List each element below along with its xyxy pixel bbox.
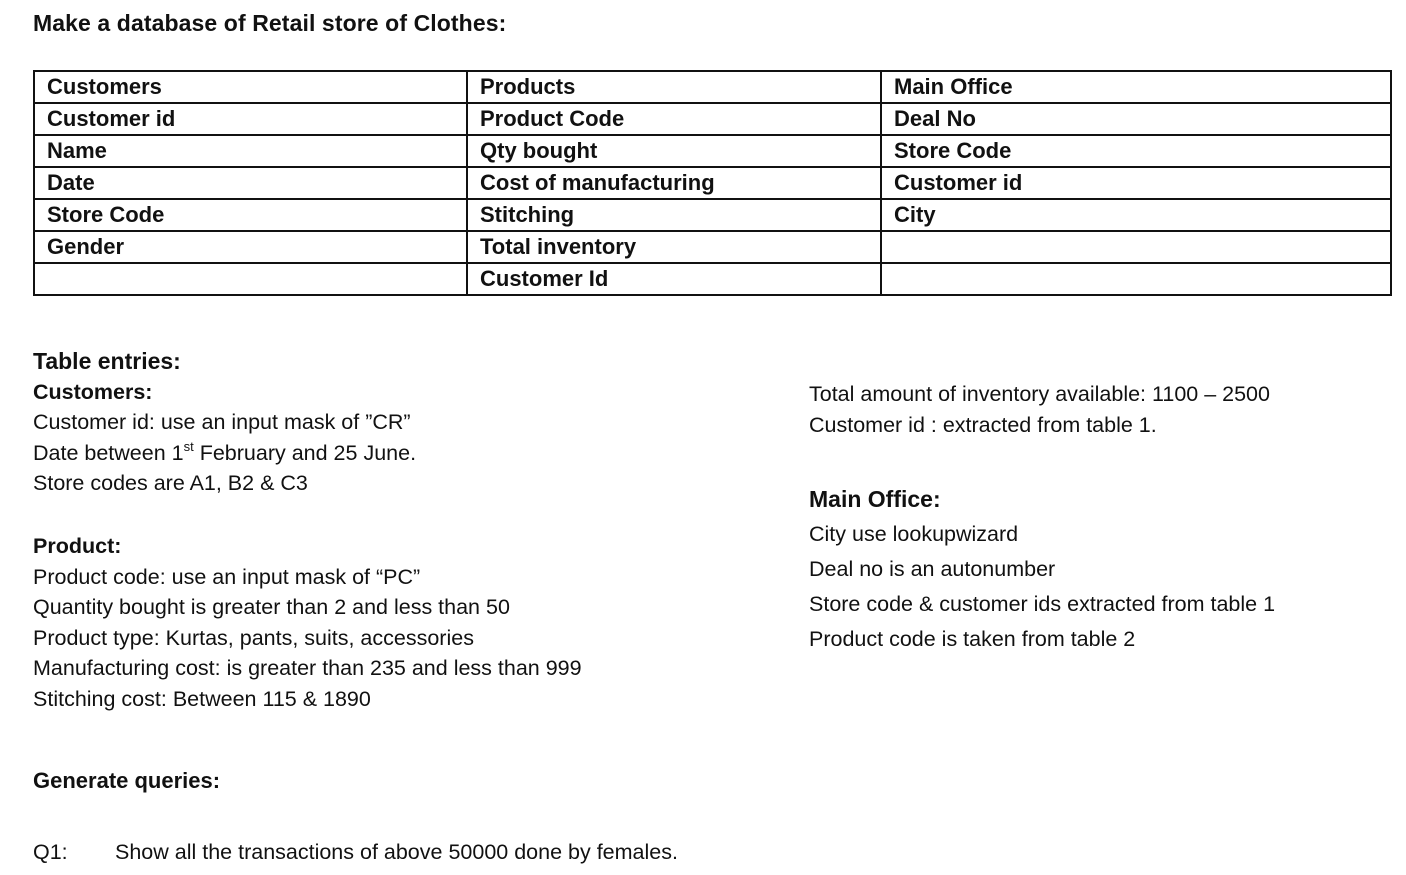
main-office-rule: Store code & customer ids extracted from table 1 — [809, 592, 1276, 616]
product-rule: Quantity bought is greater than 2 and less than 50 — [33, 595, 510, 619]
customers-rule-1: Customer id: use an input mask of ”CR” — [33, 410, 411, 434]
main-office-cell: City — [881, 199, 1391, 231]
table-row — [34, 103, 1391, 135]
customers-rule-2: Date between 1st February and 25 June. — [33, 438, 417, 465]
products-cell: Product Code — [467, 103, 881, 135]
table-entries-heading: Table entries: — [33, 348, 181, 374]
product-section — [33, 531, 582, 714]
table-row — [34, 135, 1391, 167]
schema-table — [33, 70, 1392, 296]
products-cell: Products — [467, 71, 881, 103]
main-office-cell: Main Office — [881, 71, 1391, 103]
customers-cell: Customer id — [34, 103, 467, 135]
table-row — [34, 71, 1391, 103]
table-entries-section — [33, 346, 416, 499]
main-office-heading: Main Office: — [809, 486, 941, 512]
query-item — [33, 837, 678, 868]
products-cell: Qty bought — [467, 135, 881, 167]
main-office-cell: Store Code — [881, 135, 1391, 167]
page-title: Make a database of Retail store of Clothes: — [33, 10, 507, 36]
main-office-cell: Customer id — [881, 167, 1391, 199]
customers-cell: Name — [34, 135, 467, 167]
customers-cell: Store Code — [34, 199, 467, 231]
inventory-rule: Total amount of inventory available: 1100 – 2500 — [809, 382, 1270, 406]
customers-cell: Gender — [34, 231, 467, 263]
main-office-rule: Deal no is an autonumber — [809, 557, 1056, 581]
main-office-rule: City use lookupwizard — [809, 522, 1019, 546]
main-office-cell — [881, 231, 1391, 263]
queries-heading: Generate queries: — [33, 768, 221, 793]
customers-rule-3: Store codes are A1, B2 & C3 — [33, 471, 308, 495]
product-rule: Manufacturing cost: is greater than 235 and less than 999 — [33, 656, 582, 680]
table-row — [34, 199, 1391, 231]
main-office-cell: Deal No — [881, 103, 1391, 135]
inventory-rule: Customer id : extracted from table 1. — [809, 412, 1157, 437]
main-office-rule: Product code is taken from table 2 — [809, 627, 1136, 651]
table-row — [34, 263, 1391, 295]
products-cell: Stitching — [467, 199, 881, 231]
table-row — [34, 231, 1391, 263]
customers-heading: Customers: — [33, 379, 153, 404]
table-row — [34, 167, 1391, 199]
queries-section — [33, 766, 220, 797]
products-cell: Total inventory — [467, 231, 881, 263]
products-cell: Customer Id — [467, 263, 881, 295]
products-cell: Cost of manufacturing — [467, 167, 881, 199]
product-rule: Product code: use an input mask of “PC” — [33, 564, 421, 589]
query-label: Q1: — [33, 840, 68, 864]
main-office-cell — [881, 263, 1391, 295]
main-office-section — [809, 482, 1275, 657]
product-heading: Product: — [33, 534, 122, 558]
customers-cell: Date — [34, 167, 467, 199]
product-rule: Product type: Kurtas, pants, suits, accessories — [33, 625, 474, 650]
query-text: Show all the transactions of above 50000 done by females. — [115, 840, 678, 864]
product-rule: Stitching cost: Between 115 & 1890 — [33, 686, 371, 711]
customers-cell: Customers — [34, 71, 467, 103]
inventory-notes — [809, 379, 1270, 440]
customers-cell — [34, 263, 467, 295]
